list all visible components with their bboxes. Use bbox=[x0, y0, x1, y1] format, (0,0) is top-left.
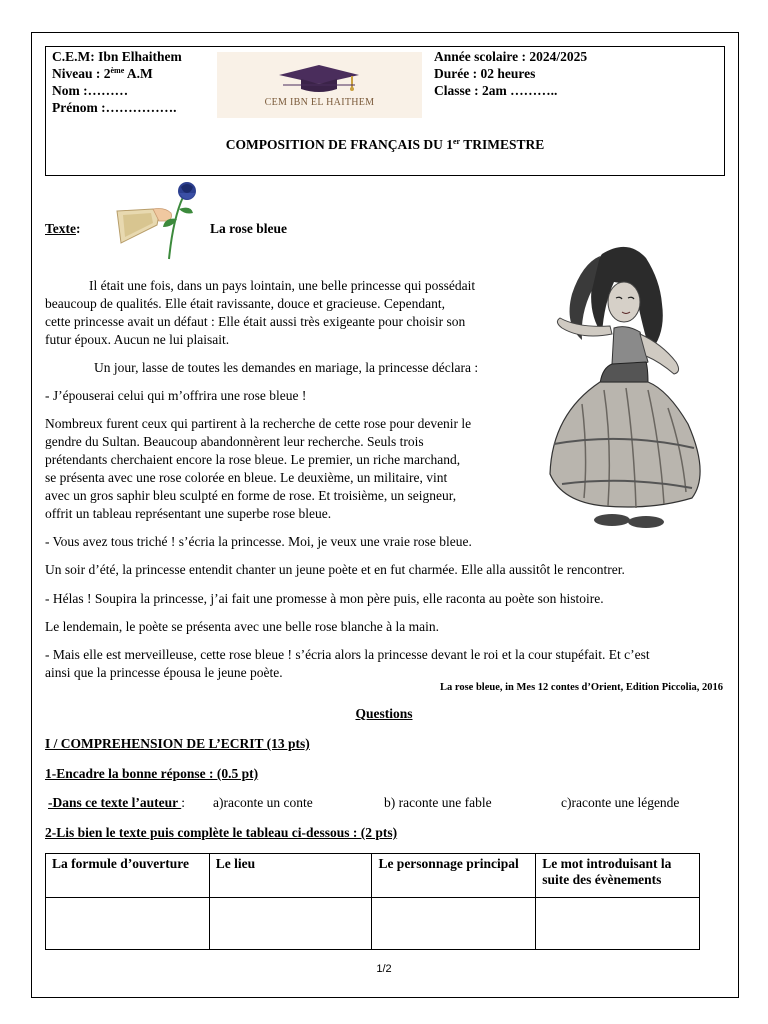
question-1-lead: -Dans ce texte l’auteur bbox=[48, 795, 182, 810]
text-line: - Vous avez tous triché ! s’écria la princesse. Moi, je veux une vraie rose bleue. bbox=[45, 534, 472, 549]
text-line: Il était une fois, dans un pays lointain, une belle princesse qui possédait bbox=[89, 278, 476, 293]
paragraph-3 bbox=[45, 387, 306, 405]
question-1-colon: : bbox=[181, 795, 185, 810]
text-line: - Mais elle est merveilleuse, cette rose bleue ! s’écria alors la princesse devant le roi et la cour stupéfait. Et c’est bbox=[45, 647, 650, 662]
text-line: Un jour, lasse de toutes les demandes en mariage, la princesse déclara : bbox=[94, 360, 479, 375]
answer-cell[interactable] bbox=[46, 898, 210, 950]
paragraph-6 bbox=[45, 561, 625, 579]
text-line: - Hélas ! Soupira la princesse, j’ai fait une promesse à mon père puis, elle raconta au poète son histoire. bbox=[45, 591, 604, 606]
school-name: C.E.M: Ibn Elhaithem bbox=[52, 49, 182, 64]
level: Niveau : 2ème A.M bbox=[52, 66, 153, 81]
prenom-field[interactable]: Prénom :……………. bbox=[52, 100, 177, 115]
answer-cell[interactable] bbox=[536, 898, 700, 950]
hand-rose-icon bbox=[113, 179, 208, 261]
table-header-row bbox=[46, 854, 700, 898]
page-number: 1/2 bbox=[376, 963, 392, 975]
answer-option-a[interactable]: a)raconte un conte bbox=[213, 795, 313, 810]
duration: Durée : 02 heures bbox=[434, 66, 536, 81]
text-line: se présenta avec une rose colorée en bleue. Le deuxième, un militaire, vint bbox=[45, 470, 448, 485]
header-right bbox=[434, 48, 587, 99]
table-header-cell: Le personnage principal bbox=[372, 854, 536, 898]
answer-cell[interactable] bbox=[372, 898, 536, 950]
exam-title: COMPOSITION DE FRANÇAIS DU 1er TRIMESTRE bbox=[225, 137, 545, 152]
princess-illustration bbox=[542, 244, 720, 532]
paragraph-1 bbox=[45, 277, 475, 349]
table-header-cell: Le mot introduisant la suite des évènements bbox=[536, 854, 700, 898]
text-line: prétendants cherchaient encore la rose bleue. Le premier, un riche marchand, bbox=[45, 452, 461, 467]
texte-label: Texte: bbox=[45, 221, 81, 236]
text-line: beaucoup de qualités. Elle était ravissante, douce et gracieuse. Cependant, bbox=[45, 296, 445, 311]
text-line: cette princesse avait un défaut : Elle était aussi très exigeante pour choisir son bbox=[45, 314, 466, 329]
section-title: I / COMPREHENSION DE L’ECRIT (13 pts) bbox=[45, 736, 310, 751]
text-line: Le lendemain, le poète se présenta avec une belle rose blanche à la main. bbox=[45, 619, 439, 634]
paragraph-8 bbox=[45, 618, 439, 636]
text-line: futur époux. Aucun ne lui plaisait. bbox=[45, 332, 230, 347]
question-1-title: 1-Encadre la bonne réponse : (0.5 pt) bbox=[45, 766, 259, 781]
text-line: gendre du Sultan. Beaucoup abandonnèrent leur recherche. Seuls trois bbox=[45, 434, 424, 449]
source-citation: La rose bleue, in Mes 12 contes d’Orient, Edition Piccolia, 2016 bbox=[440, 682, 723, 693]
text-line: Un soir d’été, la princesse entendit chanter un jeune poète et en fut charmée. Elle alla aussitôt le rencontrer. bbox=[45, 562, 625, 577]
paragraph-4 bbox=[45, 415, 471, 523]
table-header-cell: Le lieu bbox=[209, 854, 372, 898]
text-line: avec un gros saphir bleu sculpté en forme de rose. Et troisième, un seigneur, bbox=[45, 488, 457, 503]
school-year: Année scolaire : 2024/2025 bbox=[434, 49, 588, 64]
answer-table bbox=[45, 853, 700, 950]
answer-option-c[interactable]: c)raconte une légende bbox=[561, 795, 680, 810]
header-left bbox=[52, 48, 182, 116]
nom-field[interactable]: Nom :……… bbox=[52, 83, 129, 98]
questions-title: Questions bbox=[355, 706, 413, 721]
school-logo bbox=[217, 52, 422, 118]
question-1-row bbox=[48, 795, 738, 811]
text-line: - J’épouserai celui qui m’offrira une rose bleue ! bbox=[45, 388, 307, 403]
table-answer-row bbox=[46, 898, 700, 950]
graduation-cap-icon bbox=[277, 62, 362, 96]
story-title: La rose bleue bbox=[210, 221, 287, 236]
text-line: offrit un tableau représentant une superbe rose bleue. bbox=[45, 506, 332, 521]
text-line: Nombreux furent ceux qui partirent à la recherche de cette rose pour devenir le bbox=[45, 416, 472, 431]
paragraph-5 bbox=[45, 533, 472, 551]
answer-option-b[interactable]: b) raconte une fable bbox=[384, 795, 492, 810]
logo-text: CEM IBN EL HAITHEM bbox=[264, 97, 375, 108]
text-line: ainsi que la princesse épousa le jeune poète. bbox=[45, 665, 283, 680]
paragraph-2 bbox=[45, 359, 478, 377]
answer-cell[interactable] bbox=[209, 898, 372, 950]
paragraph-7 bbox=[45, 590, 604, 608]
table-header-cell: La formule d’ouverture bbox=[46, 854, 210, 898]
class-field[interactable]: Classe : 2am ……….. bbox=[434, 83, 558, 98]
question-2-title: 2-Lis bien le texte puis complète le tableau ci-dessous : (2 pts) bbox=[45, 825, 398, 840]
paragraph-9 bbox=[45, 646, 650, 682]
